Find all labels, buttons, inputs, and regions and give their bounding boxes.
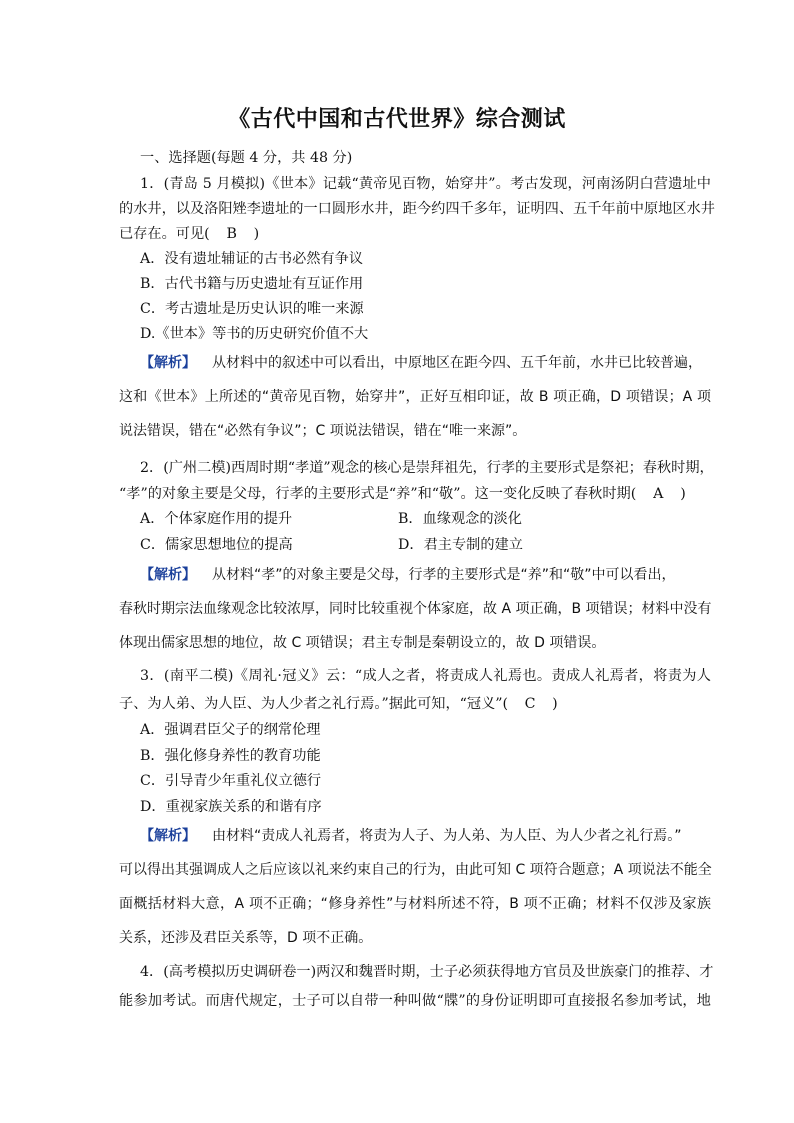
q3-option-c: C．引导青少年重礼仪立德行 xyxy=(140,773,322,789)
q1-stem-line xyxy=(119,224,711,244)
page-title: 《古代中国和古代世界》综合测试 xyxy=(228,107,566,132)
q2-analysis-line xyxy=(140,565,711,585)
q3-option-a: A．强调君臣父子的纲常伦理 xyxy=(140,722,321,738)
q1-option-a: A．没有遗址辅证的古书必然有争议 xyxy=(140,251,364,267)
q2-stem-text: “孝”的对象主要是父母，行孝的主要形式是“养”和“敬”。这一变化反映了春秋时期( xyxy=(119,486,637,502)
q3-stem-text: 子、为人弟、为人臣、为人少者之礼行焉。”据此可知，“冠义”( xyxy=(119,696,509,712)
q2-analysis-line: 体现出儒家思想的地位，故 C 项错误；君主专制是秦朝设立的，故 D 项错误。 xyxy=(119,635,606,651)
q1-stem-line: 1．(青岛 5 月模拟)《世本》记载“黄帝见百物，始穿井”。考古发现，河南汤阴白营遗址中 xyxy=(140,176,711,192)
q1-analysis-line xyxy=(140,353,711,373)
q1-paren: ) xyxy=(253,226,260,242)
q1-option-b: B．古代书籍与历史遗址有互证作用 xyxy=(140,276,364,292)
q3-analysis-line: 可以得出其强调成人之后应该以礼来约束自己的行为，由此可知 C 项符合题意；A 项说法不能全 xyxy=(119,862,712,878)
q2-paren: ) xyxy=(680,486,686,502)
q1-answer: B xyxy=(226,226,237,242)
q3-stem-line: 3．(南平二模)《周礼·冠义》云：“成人之者，将责成人礼焉也。责成人礼焉者，将责为人 xyxy=(140,668,711,684)
q2-analysis-text: 从材料“孝”的对象主要是父母，行孝的主要形式是“养”和“敬”中可以看出， xyxy=(212,567,676,583)
analysis-label: 【解析】 xyxy=(140,355,196,371)
q1-analysis-line: 这和《世本》上所述的“黄帝见百物，始穿井”，正好互相印证，故 B 项正确，D 项错误；A 项 xyxy=(119,389,711,405)
q2-analysis-line: 春秋时期宗法血缘观念比较浓厚，同时比较重视个体家庭，故 A 项正确，B 项错误；材料中没有 xyxy=(119,601,712,617)
q3-analysis-line: 面概括材料大意，A 项不正确；“修身养性”与材料所述不符，B 项不正确；材料不仅涉及家族 xyxy=(119,896,711,912)
q3-paren: ) xyxy=(552,696,558,712)
q4-stem-line: 4．(高考模拟历史调研卷一)两汉和魏晋时期，士子必须获得地方官员及世族豪门的推荐、才 xyxy=(140,964,714,980)
q3-option-d: D．重视家族关系的和谐有序 xyxy=(140,799,322,815)
analysis-label: 【解析】 xyxy=(140,567,196,583)
q3-stem-line xyxy=(119,694,711,714)
q1-option-c: C．考古遗址是历史认识的唯一来源 xyxy=(140,301,364,317)
q2-stem-line: 2．(广州二模)西周时期“孝道”观念的核心是崇拜祖先，行孝的主要形式是祭祀；春秋时期， xyxy=(140,460,714,476)
q1-analysis-text: 从材料中的叙述中可以看出，中原地区在距今四、五千年前，水井已比较普遍， xyxy=(212,355,702,371)
q2-stem-line xyxy=(119,484,711,504)
q1-analysis-line: 说法错误，错在“必然有争议”；C 项说法错误，错在“唯一来源”。 xyxy=(119,423,527,439)
q3-answer: C xyxy=(524,696,536,712)
analysis-label: 【解析】 xyxy=(140,828,196,844)
q2-answer: A xyxy=(653,486,664,502)
q1-stem-text: 已存在。可见( xyxy=(119,226,210,242)
q3-analysis-line: 关系，还涉及君臣关系等，D 项不正确。 xyxy=(119,930,373,946)
q3-analysis-text: 由材料“责成人礼焉者，将责为人子、为人弟、为人臣、为人少者之礼行焉。” xyxy=(212,828,682,844)
q1-stem-line: 的水井，以及洛阳矬李遗址的一口圆形水井，距今约四千多年，证明四、五千年前中原地区水井 xyxy=(119,201,715,217)
q1-option-d: D.《世本》等书的历史研究价值不大 xyxy=(140,326,369,342)
q2-option-c: C．儒家思想地位的提高 xyxy=(140,537,293,553)
section-heading: 一、选择题(每题 4 分，共 48 分) xyxy=(140,150,353,166)
q3-option-b: B．强化修身养性的教育功能 xyxy=(140,748,321,764)
q2-option-b: B．血缘观念的淡化 xyxy=(398,511,522,527)
q2-option-a: A．个体家庭作用的提升 xyxy=(140,511,293,527)
q2-option-d: D．君主专制的建立 xyxy=(398,537,523,553)
q3-analysis-line xyxy=(140,826,711,846)
q4-stem-line: 能参加考试。而唐代规定，士子可以自带一种叫做“牒”的身份证明即可直接报名参加考试，地 xyxy=(119,993,711,1009)
